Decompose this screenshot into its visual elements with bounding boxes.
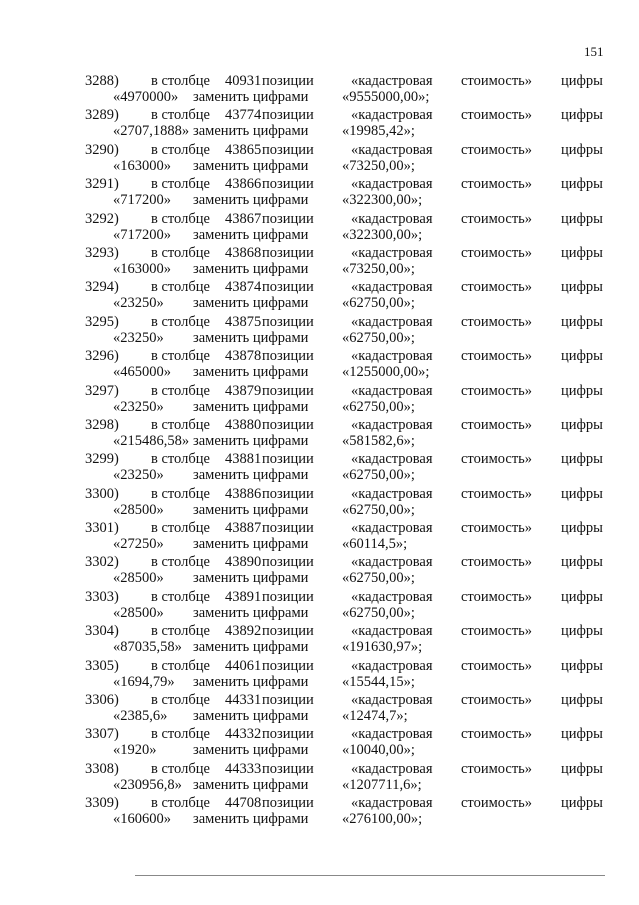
amendment-item	[0, 795, 639, 829]
position-text: позиции	[262, 795, 314, 812]
position-text: позиции	[262, 382, 314, 399]
in-column-text: в столбце	[151, 107, 210, 124]
old-value: «27250»	[113, 536, 164, 553]
amendment-item	[0, 279, 639, 313]
position-text: позиции	[262, 588, 314, 605]
position-text: позиции	[262, 760, 314, 777]
amendment-item	[0, 176, 639, 210]
position-text: позиции	[262, 107, 314, 124]
cost-text: стоимость»	[461, 382, 533, 399]
new-value: «73250,00»;	[342, 260, 415, 277]
amendment-item	[0, 314, 639, 348]
new-value: «73250,00»;	[342, 157, 415, 174]
cost-text: стоимость»	[461, 451, 533, 468]
replace-text: заменить цифрами	[193, 329, 309, 346]
item-number: 3290)	[85, 141, 119, 158]
new-value: «62750,00»;	[342, 329, 415, 346]
cadastral-text: «кадастровая	[351, 588, 433, 605]
replace-text: заменить цифрами	[193, 501, 309, 518]
item-number: 3300)	[85, 485, 119, 502]
replace-text: заменить цифрами	[193, 398, 309, 415]
item-number: 3298)	[85, 416, 119, 433]
digits-text: цифры	[561, 692, 603, 709]
new-value: «1255000,00»;	[342, 364, 430, 381]
digits-text: цифры	[561, 588, 603, 605]
replace-text: заменить цифрами	[193, 742, 309, 759]
amendment-item	[0, 107, 639, 141]
digits-text: цифры	[561, 348, 603, 365]
column-number: 43881	[225, 451, 262, 468]
cost-text: стоимость»	[461, 416, 533, 433]
amendment-item	[0, 589, 639, 623]
cost-text: стоимость»	[461, 760, 533, 777]
old-value: «87035,58»	[113, 639, 182, 656]
replace-text: заменить цифрами	[193, 639, 309, 656]
column-number: 44061	[225, 657, 262, 674]
new-value: «62750,00»;	[342, 604, 415, 621]
position-text: позиции	[262, 520, 314, 537]
item-number: 3301)	[85, 520, 119, 537]
digits-text: цифры	[561, 141, 603, 158]
item-number: 3304)	[85, 623, 119, 640]
amendment-item	[0, 417, 639, 451]
old-value: «28500»	[113, 501, 164, 518]
item-number: 3309)	[85, 795, 119, 812]
cost-text: стоимость»	[461, 244, 533, 261]
in-column-text: в столбце	[151, 416, 210, 433]
old-value: «2385,6»	[113, 708, 168, 725]
old-value: «163000»	[113, 157, 171, 174]
replace-text: заменить цифрами	[193, 89, 309, 105]
column-number: 43866	[225, 176, 262, 193]
item-number: 3292)	[85, 210, 119, 227]
new-value: «62750,00»;	[342, 570, 415, 587]
position-text: позиции	[262, 554, 314, 571]
cadastral-text: «кадастровая	[351, 244, 433, 261]
in-column-text: в столбце	[151, 657, 210, 674]
cadastral-text: «кадастровая	[351, 623, 433, 640]
replace-text: заменить цифрами	[193, 364, 309, 381]
replace-text: заменить цифрами	[193, 673, 309, 690]
cost-text: стоимость»	[461, 313, 533, 330]
digits-text: цифры	[561, 795, 603, 812]
footer-divider	[135, 875, 605, 876]
replace-text: заменить цифрами	[193, 811, 309, 828]
cadastral-text: «кадастровая	[351, 107, 433, 124]
digits-text: цифры	[561, 451, 603, 468]
amendment-item	[0, 554, 639, 588]
amendment-item	[0, 486, 639, 520]
in-column-text: в столбце	[151, 279, 210, 296]
new-value: «9555000,00»;	[342, 89, 430, 105]
column-number: 43868	[225, 244, 262, 261]
old-value: «23250»	[113, 398, 164, 415]
item-number: 3308)	[85, 760, 119, 777]
cadastral-text: «кадастровая	[351, 726, 433, 743]
digits-text: цифры	[561, 554, 603, 571]
position-text: позиции	[262, 279, 314, 296]
replace-text: заменить цифрами	[193, 604, 309, 621]
amendment-item	[0, 761, 639, 795]
cadastral-text: «кадастровая	[351, 279, 433, 296]
position-text: позиции	[262, 451, 314, 468]
in-column-text: в столбце	[151, 382, 210, 399]
column-number: 43879	[225, 382, 262, 399]
digits-text: цифры	[561, 520, 603, 537]
column-number: 43880	[225, 416, 262, 433]
amendment-item	[0, 211, 639, 245]
old-value: «23250»	[113, 467, 164, 484]
replace-text: заменить цифрами	[193, 467, 309, 484]
item-number: 3288)	[85, 73, 119, 89]
cost-text: стоимость»	[461, 520, 533, 537]
amendment-list	[0, 73, 639, 830]
in-column-text: в столбце	[151, 485, 210, 502]
old-value: «160600»	[113, 811, 171, 828]
item-number: 3305)	[85, 657, 119, 674]
amendment-item	[0, 726, 639, 760]
cost-text: стоимость»	[461, 588, 533, 605]
new-value: «581582,6»;	[342, 432, 415, 449]
replace-text: заменить цифрами	[193, 570, 309, 587]
item-number: 3299)	[85, 451, 119, 468]
item-number: 3307)	[85, 726, 119, 743]
old-value: «28500»	[113, 604, 164, 621]
position-text: позиции	[262, 73, 314, 89]
position-text: позиции	[262, 176, 314, 193]
digits-text: цифры	[561, 623, 603, 640]
column-number: 44708	[225, 795, 262, 812]
new-value: «10040,00»;	[342, 742, 415, 759]
old-value: «230956,8»	[113, 776, 182, 793]
in-column-text: в столбце	[151, 451, 210, 468]
cadastral-text: «кадастровая	[351, 416, 433, 433]
cost-text: стоимость»	[461, 726, 533, 743]
replace-text: заменить цифрами	[193, 295, 309, 312]
column-number: 44332	[225, 726, 262, 743]
old-value: «23250»	[113, 295, 164, 312]
new-value: «60114,5»;	[342, 536, 408, 553]
cost-text: стоимость»	[461, 692, 533, 709]
cadastral-text: «кадастровая	[351, 73, 433, 89]
item-number: 3293)	[85, 244, 119, 261]
new-value: «12474,7»;	[342, 708, 408, 725]
item-number: 3297)	[85, 382, 119, 399]
replace-text: заменить цифрами	[193, 776, 309, 793]
cadastral-text: «кадастровая	[351, 451, 433, 468]
cost-text: стоимость»	[461, 141, 533, 158]
old-value: «1920»	[113, 742, 157, 759]
in-column-text: в столбце	[151, 623, 210, 640]
cadastral-text: «кадастровая	[351, 348, 433, 365]
new-value: «1207711,6»;	[342, 776, 422, 793]
column-number: 43878	[225, 348, 262, 365]
cost-text: стоимость»	[461, 795, 533, 812]
in-column-text: в столбце	[151, 760, 210, 777]
in-column-text: в столбце	[151, 348, 210, 365]
amendment-item	[0, 658, 639, 692]
item-number: 3294)	[85, 279, 119, 296]
digits-text: цифры	[561, 657, 603, 674]
old-value: «717200»	[113, 226, 171, 243]
position-text: позиции	[262, 692, 314, 709]
cost-text: стоимость»	[461, 485, 533, 502]
column-number: 43890	[225, 554, 262, 571]
cadastral-text: «кадастровая	[351, 313, 433, 330]
cadastral-text: «кадастровая	[351, 795, 433, 812]
in-column-text: в столбце	[151, 692, 210, 709]
digits-text: цифры	[561, 416, 603, 433]
in-column-text: в столбце	[151, 726, 210, 743]
replace-text: заменить цифрами	[193, 536, 309, 553]
column-number: 43892	[225, 623, 262, 640]
in-column-text: в столбце	[151, 210, 210, 227]
digits-text: цифры	[561, 176, 603, 193]
item-number: 3302)	[85, 554, 119, 571]
digits-text: цифры	[561, 726, 603, 743]
new-value: «62750,00»;	[342, 501, 415, 518]
column-number: 43891	[225, 588, 262, 605]
amendment-item	[0, 692, 639, 726]
digits-text: цифры	[561, 485, 603, 502]
in-column-text: в столбце	[151, 520, 210, 537]
in-column-text: в столбце	[151, 244, 210, 261]
old-value: «215486,58»	[113, 432, 190, 449]
cost-text: стоимость»	[461, 623, 533, 640]
new-value: «62750,00»;	[342, 467, 415, 484]
replace-text: заменить цифрами	[193, 157, 309, 174]
digits-text: цифры	[561, 760, 603, 777]
old-value: «4970000»	[113, 89, 179, 105]
position-text: позиции	[262, 485, 314, 502]
item-number: 3295)	[85, 313, 119, 330]
digits-text: цифры	[561, 313, 603, 330]
replace-text: заменить цифрами	[193, 192, 309, 209]
cost-text: стоимость»	[461, 73, 533, 89]
in-column-text: в столбце	[151, 73, 210, 89]
cadastral-text: «кадастровая	[351, 485, 433, 502]
digits-text: цифры	[561, 279, 603, 296]
cadastral-text: «кадастровая	[351, 176, 433, 193]
item-number: 3306)	[85, 692, 119, 709]
new-value: «62750,00»;	[342, 295, 415, 312]
in-column-text: в столбце	[151, 554, 210, 571]
digits-text: цифры	[561, 244, 603, 261]
column-number: 44331	[225, 692, 262, 709]
replace-text: заменить цифрами	[193, 260, 309, 277]
page-number: 151	[584, 44, 604, 59]
replace-text: заменить цифрами	[193, 708, 309, 725]
column-number: 43865	[225, 141, 262, 158]
cadastral-text: «кадастровая	[351, 520, 433, 537]
item-number: 3289)	[85, 107, 119, 124]
old-value: «163000»	[113, 260, 171, 277]
amendment-item	[0, 520, 639, 554]
cadastral-text: «кадастровая	[351, 382, 433, 399]
in-column-text: в столбце	[151, 176, 210, 193]
position-text: позиции	[262, 657, 314, 674]
cost-text: стоимость»	[461, 554, 533, 571]
item-number: 3291)	[85, 176, 119, 193]
cadastral-text: «кадастровая	[351, 657, 433, 674]
column-number: 43774	[225, 107, 262, 124]
column-number: 43875	[225, 313, 262, 330]
new-value: «62750,00»;	[342, 398, 415, 415]
cost-text: стоимость»	[461, 107, 533, 124]
position-text: позиции	[262, 210, 314, 227]
replace-text: заменить цифрами	[193, 432, 309, 449]
amendment-item	[0, 348, 639, 382]
in-column-text: в столбце	[151, 141, 210, 158]
amendment-item	[0, 142, 639, 176]
new-value: «191630,97»;	[342, 639, 423, 656]
column-number: 40931	[225, 73, 262, 89]
in-column-text: в столбце	[151, 588, 210, 605]
replace-text: заменить цифрами	[193, 226, 309, 243]
amendment-item	[0, 383, 639, 417]
old-value: «717200»	[113, 192, 171, 209]
digits-text: цифры	[561, 73, 603, 89]
column-number: 43886	[225, 485, 262, 502]
cost-text: стоимость»	[461, 210, 533, 227]
cadastral-text: «кадастровая	[351, 760, 433, 777]
column-number: 44333	[225, 760, 262, 777]
cost-text: стоимость»	[461, 279, 533, 296]
new-value: «322300,00»;	[342, 192, 423, 209]
column-number: 43887	[225, 520, 262, 537]
position-text: позиции	[262, 141, 314, 158]
amendment-item	[0, 623, 639, 657]
position-text: позиции	[262, 244, 314, 261]
item-number: 3303)	[85, 588, 119, 605]
old-value: «28500»	[113, 570, 164, 587]
position-text: позиции	[262, 623, 314, 640]
cost-text: стоимость»	[461, 348, 533, 365]
digits-text: цифры	[561, 382, 603, 399]
position-text: позиции	[262, 416, 314, 433]
cadastral-text: «кадастровая	[351, 141, 433, 158]
position-text: позиции	[262, 313, 314, 330]
new-value: «276100,00»;	[342, 811, 423, 828]
old-value: «1694,79»	[113, 673, 175, 690]
column-number: 43867	[225, 210, 262, 227]
cost-text: стоимость»	[461, 657, 533, 674]
in-column-text: в столбце	[151, 795, 210, 812]
position-text: позиции	[262, 726, 314, 743]
column-number: 43874	[225, 279, 262, 296]
amendment-item	[0, 451, 639, 485]
position-text: позиции	[262, 348, 314, 365]
digits-text: цифры	[561, 210, 603, 227]
old-value: «23250»	[113, 329, 164, 346]
amendment-item	[0, 245, 639, 279]
new-value: «15544,15»;	[342, 673, 415, 690]
cadastral-text: «кадастровая	[351, 692, 433, 709]
new-value: «19985,42»;	[342, 123, 415, 140]
cadastral-text: «кадастровая	[351, 210, 433, 227]
replace-text: заменить цифрами	[193, 123, 309, 140]
in-column-text: в столбце	[151, 313, 210, 330]
cost-text: стоимость»	[461, 176, 533, 193]
cadastral-text: «кадастровая	[351, 554, 433, 571]
new-value: «322300,00»;	[342, 226, 423, 243]
old-value: «465000»	[113, 364, 171, 381]
old-value: «2707,1888»	[113, 123, 190, 140]
digits-text: цифры	[561, 107, 603, 124]
item-number: 3296)	[85, 348, 119, 365]
amendment-item	[0, 73, 639, 107]
